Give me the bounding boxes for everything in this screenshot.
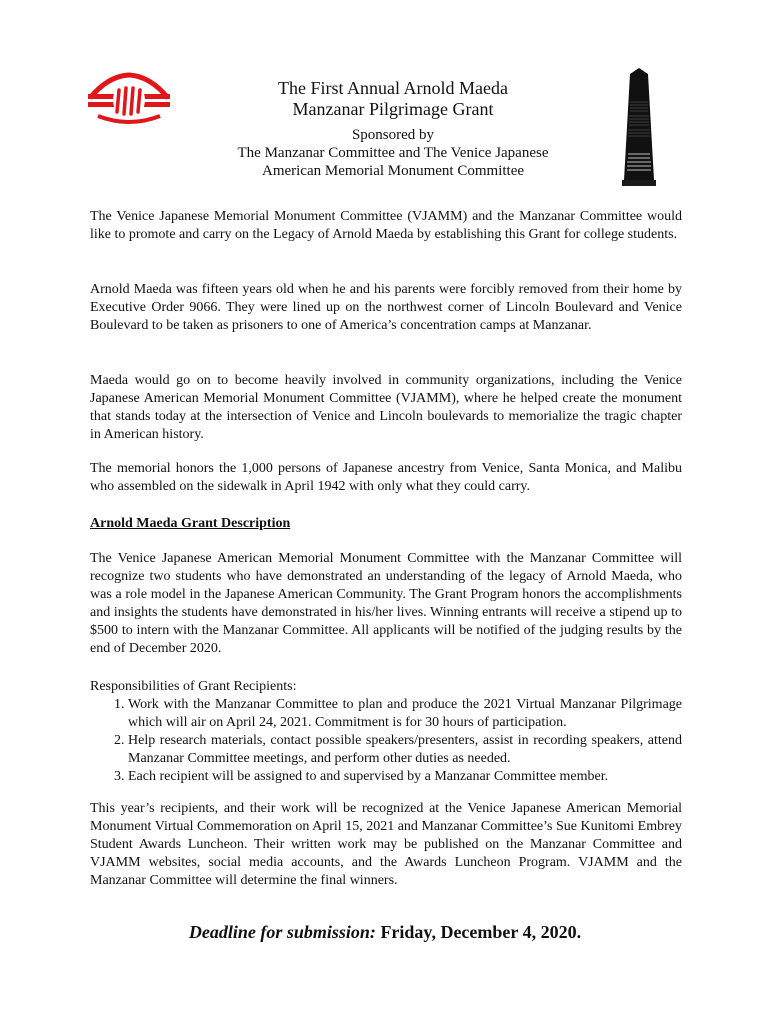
paragraph-intro-text: The Venice Japanese Memorial Monument Committee (VJAMM) and the Manzanar Committee would like to promote and carry on the Legacy of Arnold Maeda by establishing this Grant for college students. bbox=[90, 209, 682, 242]
title-line-2: Manzanar Pilgrimage Grant bbox=[292, 99, 494, 119]
sponsor-line-2: The Manzanar Committee and The Venice Japanese bbox=[237, 145, 549, 161]
list-item: 3. Each recipient will be assigned to and supervised by a Manzanar Committee member. bbox=[128, 768, 682, 786]
paragraph-recognition bbox=[90, 800, 682, 890]
sponsor-line-3: American Memorial Monument Committee bbox=[261, 163, 525, 179]
vjamm-monument-image bbox=[618, 68, 660, 186]
monument-obelisk bbox=[624, 68, 654, 180]
paragraph-maeda-text: Maeda would go on to become heavily involved in community organizations, including the Venice Japanese American Memorial Monument Committee (VJAMM), where he helped create the monument that stands today at the intersection of Venice and Lincoln boulevards to memorialize the tragic chapter in American history. bbox=[90, 373, 682, 442]
monument-base bbox=[622, 180, 656, 186]
section-heading: Arnold Maeda Grant Description bbox=[90, 516, 291, 531]
paragraph-history bbox=[90, 281, 682, 335]
deadline-date: Friday, December 4, 2020. bbox=[380, 922, 582, 942]
paragraph-memorial-text: The memorial honors the 1,000 persons of Japanese ancestry from Venice, Santa Monica, and Malibu who assembled on the sidewalk in April 1942 with only what they could carry. bbox=[90, 461, 682, 494]
manzanar-committee-logo bbox=[88, 70, 170, 128]
document-title bbox=[180, 78, 606, 120]
responsibilities-title: Responsibilities of Grant Recipients: bbox=[90, 679, 297, 694]
responsibilities-list bbox=[90, 696, 682, 786]
list-item: 2. Help research materials, contact possible speakers/presenters, assist in recording speakers, attend Manzanar Committee meetings, and perform other duties as needed. bbox=[128, 732, 682, 768]
deadline-label: Deadline for submission: bbox=[188, 922, 376, 942]
deadline-line bbox=[0, 922, 770, 943]
title-line-1: The First Annual Arnold Maeda bbox=[278, 78, 508, 98]
sponsor-line-1: Sponsored by bbox=[351, 127, 435, 143]
paragraph-recognition-text: This year’s recipients, and their work will be recognized at the Venice Japanese American Memorial Monument Virtual Commemoration on April 15, 2021 and Manzanar Committee’s Sue Kunitomi Embrey Student Awards Luncheon. Their written work may be published on the Manzanar Committee and VJAMM websites, social media accounts, and the Awards Luncheon Program. VJAMM and the Manzanar Committee will determine the final winners. bbox=[90, 801, 682, 888]
paragraph-memorial bbox=[90, 460, 682, 496]
paragraph-grant-description-text: The Venice Japanese American Memorial Monument Committee with the Manzanar Committee will recognize two students who have demonstrated an understanding of the legacy of Arnold Maeda, who was a role model in the Japanese American Community. The Grant Program honors the accomplishments and insights the students have demonstrated in his/her lives. Winning entrants will receive a stipend up to $500 to intern with the Manzanar Committee. All applicants will be notified of the judging results by the end of December 2020. bbox=[90, 551, 682, 656]
paragraph-grant-description bbox=[90, 550, 682, 658]
paragraph-history-text: Arnold Maeda was fifteen years old when he and his parents were forcibly removed from their home by Executive Order 9066. They were lined up on the northwest corner of Lincoln Boulevard and Venice Boulevard to be taken as prisoners to one of America’s concentration camps at Manzanar. bbox=[90, 282, 682, 333]
document-header bbox=[180, 78, 606, 180]
responsibilities-block bbox=[90, 678, 682, 786]
paragraph-maeda bbox=[90, 372, 682, 444]
paragraph-intro bbox=[90, 208, 682, 244]
sponsor-block bbox=[180, 126, 606, 180]
list-item: 1. Work with the Manzanar Committee to plan and produce the 2021 Virtual Manzanar Pilgrimage which will air on April 24, 2021. Commitment is for 30 hours of participation. bbox=[128, 696, 682, 732]
